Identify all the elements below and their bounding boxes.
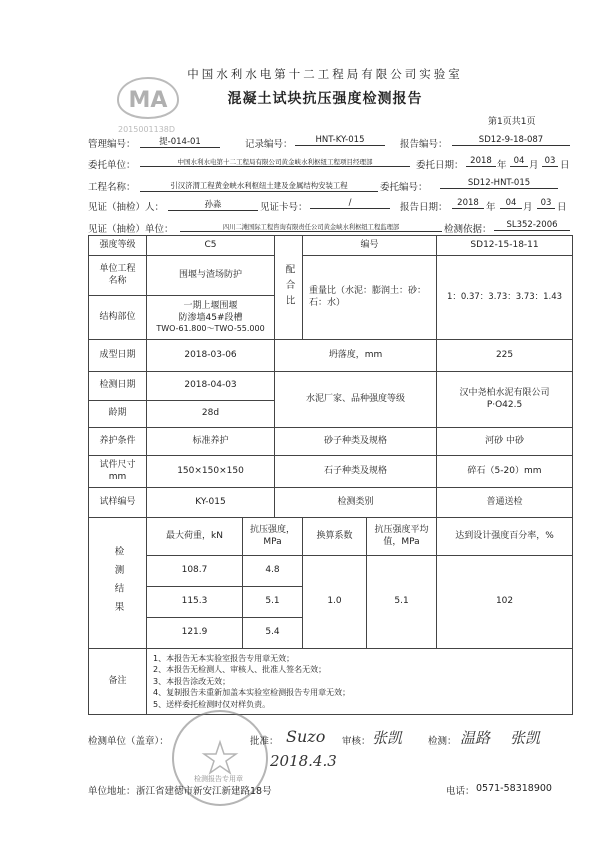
col-average: 抗压强度平均值，MPa	[367, 518, 437, 556]
record-no-label: 记录编号：	[245, 139, 293, 150]
witness-unit-label: 见证（抽检）单位：	[88, 224, 174, 235]
report-no: SD12-9-18-087	[452, 135, 570, 146]
stone: 碎石（5-20）mm	[437, 456, 573, 488]
cement-line-1: 汉中尧柏水泥有限公司	[459, 388, 550, 399]
reviewer-label: 审核：	[342, 736, 371, 747]
structure-line-3: TWO-61.800～TWO-55.000	[156, 323, 265, 333]
cert-number: 2015001138D	[118, 125, 176, 134]
slump-label: 坍落度，mm	[275, 340, 437, 372]
structure-cell	[147, 296, 275, 340]
inspection-unit-label: 检测单位（盖章）：	[88, 736, 169, 747]
commission-year: 2018	[466, 156, 496, 167]
structure-line-2: 防渗墙45#段槽	[178, 312, 243, 323]
mix-ratio-label: 重量比（水泥：膨润土：砂：石：水）	[303, 256, 437, 340]
load-1: 108.7	[147, 556, 243, 587]
commission-no: SD12-HNT-015	[440, 178, 558, 189]
forming-date-label: 成型日期	[89, 340, 147, 372]
cement-cell	[437, 372, 573, 428]
handwritten-date: 2018.4.3	[270, 752, 337, 770]
report-year: 2018	[452, 198, 484, 209]
project-label: 工程名称：	[88, 182, 136, 193]
witness-label: 见证（抽检）人：	[88, 202, 165, 213]
mix-label-cell	[275, 236, 303, 340]
structure-label: 结构部位	[89, 296, 147, 340]
report-title: 混凝土试块抗压强度检测报告	[227, 91, 423, 107]
test-type-label: 检测类别	[275, 488, 437, 518]
unit-project-label: 单位工程 名称	[89, 256, 147, 296]
unit-project: 围堰与渣场防护	[147, 256, 275, 296]
commission-month: 04	[510, 156, 528, 167]
basis: SL352-2006	[494, 220, 570, 231]
logo-text: MA	[128, 88, 168, 113]
year-unit: 年	[497, 160, 507, 171]
month-unit-2: 月	[523, 202, 533, 213]
address-label: 单位地址：	[88, 786, 136, 797]
month-unit: 月	[529, 160, 539, 171]
commission-no-label: 委托编号：	[380, 182, 428, 193]
tester-signature-2: 张凯	[510, 729, 541, 747]
sand-label: 砂子种类及规格	[275, 428, 437, 456]
remark-4: 4、复制报告未重新加盖本实验室检测报告专用章无效；	[153, 688, 351, 698]
load-2: 115.3	[147, 587, 243, 618]
day-unit-2: 日	[557, 202, 567, 213]
lab-name: 中国水利水电第十二工程局有限公司实验室	[187, 67, 463, 81]
project-name: 引汉济渭工程黄金峡水利枢纽土建及金属结构安装工程	[140, 180, 378, 192]
witness-card-label: 见证卡号：	[260, 202, 308, 213]
size-label: 试件尺寸 mm	[89, 456, 147, 488]
size: 150×150×150	[147, 456, 275, 488]
tester-label: 检测：	[428, 736, 457, 747]
commission-day: 03	[542, 156, 558, 167]
management-no: 提-014-01	[140, 135, 220, 148]
client: 中国水利水电第十二工程局有限公司黄金峡水利枢纽工程项目经理部	[140, 157, 410, 167]
remark-2: 2、本报告无检测人、审核人、批准人签名无效；	[153, 665, 327, 675]
reviewer-signature: 张凯	[372, 729, 403, 747]
age-label: 龄期	[89, 401, 147, 428]
report-day: 03	[537, 198, 555, 209]
day-unit: 日	[560, 160, 570, 171]
cement-label: 水泥厂家、品种强度等级	[275, 372, 437, 428]
curing: 标准养护	[147, 428, 275, 456]
mix-label: 配合比	[283, 264, 295, 311]
management-no-label: 管理编号：	[88, 139, 136, 150]
age: 28d	[147, 401, 275, 428]
forming-date: 2018-03-06	[147, 340, 275, 372]
col-percent: 达到设计强度百分率，%	[437, 518, 573, 556]
tester-signature: 温路	[460, 729, 491, 747]
average: 5.1	[367, 556, 437, 649]
mix-no: SD12-15-18-11	[437, 236, 573, 256]
percent: 102	[437, 556, 573, 649]
remarks-label: 备注	[89, 649, 147, 715]
page-info: 第1页共1页	[488, 117, 536, 127]
results-label-cell	[89, 518, 147, 649]
structure-line-1: 一期上堰围堰	[183, 301, 238, 312]
test-date: 2018-04-03	[147, 372, 275, 401]
test-type: 普通送检	[437, 488, 573, 518]
phone-label: 电话：	[446, 786, 475, 797]
strength-grade-label: 强度等级	[89, 236, 147, 256]
test-data-table	[88, 235, 573, 715]
specimen-no: KY-015	[147, 488, 275, 518]
col-max-load: 最大荷重，kN	[147, 518, 243, 556]
report-date-label: 报告日期：	[400, 202, 448, 213]
client-label: 委托单位：	[88, 160, 136, 171]
address: 浙江省建德市新安江新建路18号	[136, 786, 272, 797]
specimen-no-label: 试样编号	[89, 488, 147, 518]
results-label: 检测结果	[112, 546, 124, 620]
phone: 0571-58318900	[476, 783, 552, 794]
mix-ratio: 1：0.37：3.73：3.73：1.43	[437, 256, 573, 340]
cement-line-2: P·O42.5	[486, 399, 523, 410]
factor: 1.0	[303, 556, 367, 649]
stone-label: 石子种类及规格	[275, 456, 437, 488]
col-strength: 抗压强度，MPa	[243, 518, 303, 556]
approver-label: 批准：	[250, 736, 279, 747]
commission-date-label: 委托日期：	[416, 160, 464, 171]
strength-1: 4.8	[243, 556, 303, 587]
year-unit-2: 年	[486, 202, 496, 213]
witness-card: /	[310, 198, 390, 209]
approver-signature: Suzo	[286, 727, 326, 746]
load-3: 121.9	[147, 618, 243, 649]
col-factor: 换算系数	[303, 518, 367, 556]
stamp-text: 检测报告专用章	[194, 775, 243, 783]
remark-3: 3、本报告涂改无效；	[153, 676, 231, 686]
test-date-label: 检测日期	[89, 372, 147, 401]
remark-1: 1、本报告无本实验室报告专用章无效；	[153, 653, 295, 663]
report-month: 04	[500, 198, 522, 209]
remarks-cell	[147, 649, 573, 715]
basis-label: 检测依据：	[444, 224, 492, 235]
slump: 225	[437, 340, 573, 372]
witness-name: 孙淼	[168, 198, 258, 211]
report-no-label: 报告编号：	[400, 139, 448, 150]
mix-no-label: 编号	[303, 236, 437, 256]
strength-2: 5.1	[243, 587, 303, 618]
record-no: HNT-KY-015	[295, 135, 385, 146]
witness-unit: 四川二滩国际工程咨询有限责任公司黄金峡水利枢纽工程监理部	[180, 222, 442, 232]
strength-grade: C5	[147, 236, 275, 256]
strength-3: 5.4	[243, 618, 303, 649]
curing-label: 养护条件	[89, 428, 147, 456]
remark-5: 5、送样委托检测时仅对样负责。	[153, 699, 271, 709]
sand: 河砂 中砂	[437, 428, 573, 456]
